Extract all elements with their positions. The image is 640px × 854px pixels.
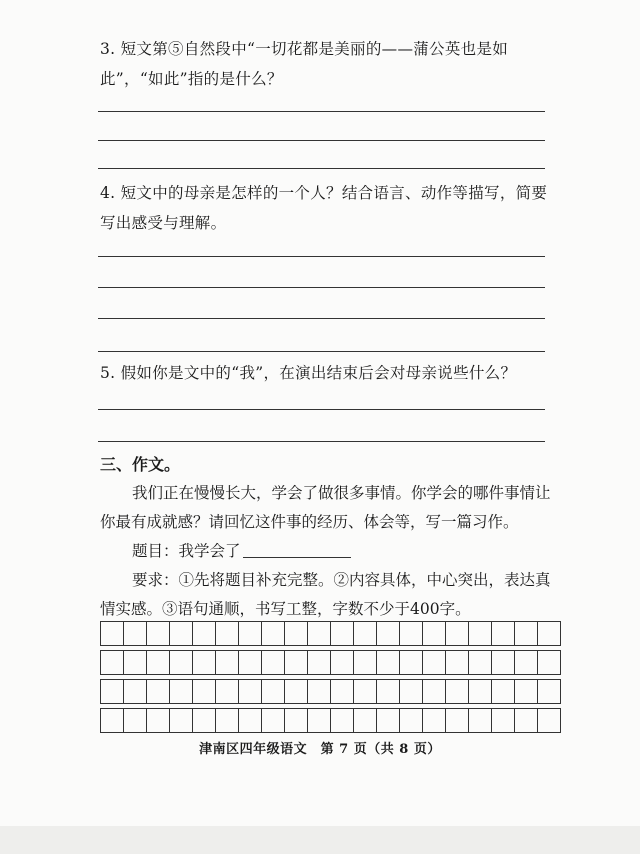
composition-prompt: 我们正在慢慢长大，学会了做很多事情。你学会的哪件事情让你最有成就感？请回忆这件事的经历、体会等，写一篇习作。 <box>100 484 551 531</box>
grid-cell[interactable] <box>446 622 469 645</box>
grid-cell[interactable] <box>423 709 446 732</box>
grid-cell[interactable] <box>124 622 147 645</box>
grid-cell[interactable] <box>262 680 285 703</box>
question-3-text: 短文第⑤自然段中“一切花都是美丽的——蒲公英也是如此”，“如此”指的是什么？ <box>100 40 509 88</box>
grid-cell[interactable] <box>492 709 515 732</box>
grid-cell[interactable] <box>331 680 354 703</box>
grid-cell[interactable] <box>147 651 170 674</box>
grid-cell[interactable] <box>423 680 446 703</box>
grid-cell[interactable] <box>469 651 492 674</box>
page-footer: 津南区四年级语文 第 7 页（共 8 页） <box>199 742 441 757</box>
answer-line[interactable] <box>98 140 545 141</box>
grid-cell[interactable] <box>400 709 423 732</box>
composition-topic <box>100 537 552 566</box>
grid-cell[interactable] <box>400 680 423 703</box>
grid-cell[interactable] <box>446 651 469 674</box>
answer-line[interactable] <box>98 256 545 257</box>
grid-cell[interactable] <box>492 651 515 674</box>
grid-cell[interactable] <box>538 709 561 732</box>
grid-cell[interactable] <box>492 680 515 703</box>
grid-cell[interactable] <box>308 622 331 645</box>
question-3-number: 3. <box>100 40 116 58</box>
grid-cell[interactable] <box>515 680 538 703</box>
writing-grid <box>100 621 561 733</box>
grid-cell[interactable] <box>515 709 538 732</box>
grid-cell[interactable] <box>377 709 400 732</box>
grid-cell[interactable] <box>285 680 308 703</box>
grid-cell[interactable] <box>285 709 308 732</box>
grid-cell[interactable] <box>423 651 446 674</box>
grid-cell[interactable] <box>124 680 147 703</box>
grid-cell[interactable] <box>239 680 262 703</box>
question-4-number: 4. <box>100 184 116 202</box>
grid-cell[interactable] <box>170 709 193 732</box>
answer-line[interactable] <box>98 409 545 410</box>
grid-cell[interactable] <box>124 651 147 674</box>
grid-cell[interactable] <box>515 622 538 645</box>
answer-line[interactable] <box>98 441 545 442</box>
topic-label: 题目：我学会了 <box>132 542 241 560</box>
grid-cell[interactable] <box>216 709 239 732</box>
grid-cell[interactable] <box>446 709 469 732</box>
grid-cell[interactable] <box>262 651 285 674</box>
grid-cell[interactable] <box>216 651 239 674</box>
grid-cell[interactable] <box>446 680 469 703</box>
grid-cell[interactable] <box>469 709 492 732</box>
grid-cell[interactable] <box>124 709 147 732</box>
grid-cell[interactable] <box>147 680 170 703</box>
question-3 <box>100 34 550 94</box>
grid-cell[interactable] <box>377 622 400 645</box>
grid-cell[interactable] <box>331 709 354 732</box>
grid-cell[interactable] <box>101 651 124 674</box>
grid-cell[interactable] <box>423 622 446 645</box>
grid-cell[interactable] <box>285 651 308 674</box>
answer-line[interactable] <box>98 287 545 288</box>
grid-cell[interactable] <box>101 622 124 645</box>
grid-cell[interactable] <box>400 622 423 645</box>
grid-cell[interactable] <box>239 709 262 732</box>
grid-cell[interactable] <box>308 651 331 674</box>
question-5-number: 5. <box>100 364 116 382</box>
grid-cell[interactable] <box>239 622 262 645</box>
grid-cell[interactable] <box>216 622 239 645</box>
grid-cell[interactable] <box>170 680 193 703</box>
question-4 <box>100 178 550 238</box>
grid-cell[interactable] <box>331 651 354 674</box>
grid-row <box>100 708 561 733</box>
grid-cell[interactable] <box>354 680 377 703</box>
grid-cell[interactable] <box>262 622 285 645</box>
grid-cell[interactable] <box>469 622 492 645</box>
grid-cell[interactable] <box>538 680 561 703</box>
page-shadow <box>0 826 640 854</box>
grid-cell[interactable] <box>354 651 377 674</box>
grid-cell[interactable] <box>101 709 124 732</box>
answer-line[interactable] <box>98 318 545 319</box>
grid-cell[interactable] <box>515 651 538 674</box>
grid-cell[interactable] <box>492 622 515 645</box>
grid-cell[interactable] <box>377 651 400 674</box>
question-4-text: 短文中的母亲是怎样的一个人？结合语言、动作等描写，简要写出感受与理解。 <box>100 184 548 232</box>
grid-cell[interactable] <box>331 622 354 645</box>
answer-line[interactable] <box>98 111 545 112</box>
grid-cell[interactable] <box>216 680 239 703</box>
grid-cell[interactable] <box>354 622 377 645</box>
grid-cell[interactable] <box>193 680 216 703</box>
question-5 <box>100 358 550 388</box>
grid-cell[interactable] <box>147 622 170 645</box>
question-5-text: 假如你是文中的“我”，在演出结束后会对母亲说些什么？ <box>120 364 517 382</box>
grid-row <box>100 650 561 675</box>
grid-cell[interactable] <box>400 651 423 674</box>
composition-heading: 三、作文。 <box>100 455 181 474</box>
grid-cell[interactable] <box>193 709 216 732</box>
grid-cell[interactable] <box>262 709 285 732</box>
grid-cell[interactable] <box>170 651 193 674</box>
grid-cell[interactable] <box>193 622 216 645</box>
grid-cell[interactable] <box>469 680 492 703</box>
grid-cell[interactable] <box>147 709 170 732</box>
grid-cell[interactable] <box>170 622 193 645</box>
answer-line[interactable] <box>98 168 545 169</box>
answer-line[interactable] <box>98 351 545 352</box>
grid-cell[interactable] <box>354 709 377 732</box>
grid-cell[interactable] <box>285 622 308 645</box>
grid-row <box>100 679 561 704</box>
grid-cell[interactable] <box>308 680 331 703</box>
grid-cell[interactable] <box>538 651 561 674</box>
grid-cell[interactable] <box>308 709 331 732</box>
grid-cell[interactable] <box>377 680 400 703</box>
grid-cell[interactable] <box>538 622 561 645</box>
topic-blank[interactable] <box>243 557 351 558</box>
grid-row <box>100 621 561 646</box>
composition-requirements: 要求：①先将题目补充完整。②内容具体，中心突出，表达真情实感。③语句通顺，书写工整，字数不少于400字。 <box>100 571 551 618</box>
grid-cell[interactable] <box>239 651 262 674</box>
grid-cell[interactable] <box>193 651 216 674</box>
grid-cell[interactable] <box>101 680 124 703</box>
